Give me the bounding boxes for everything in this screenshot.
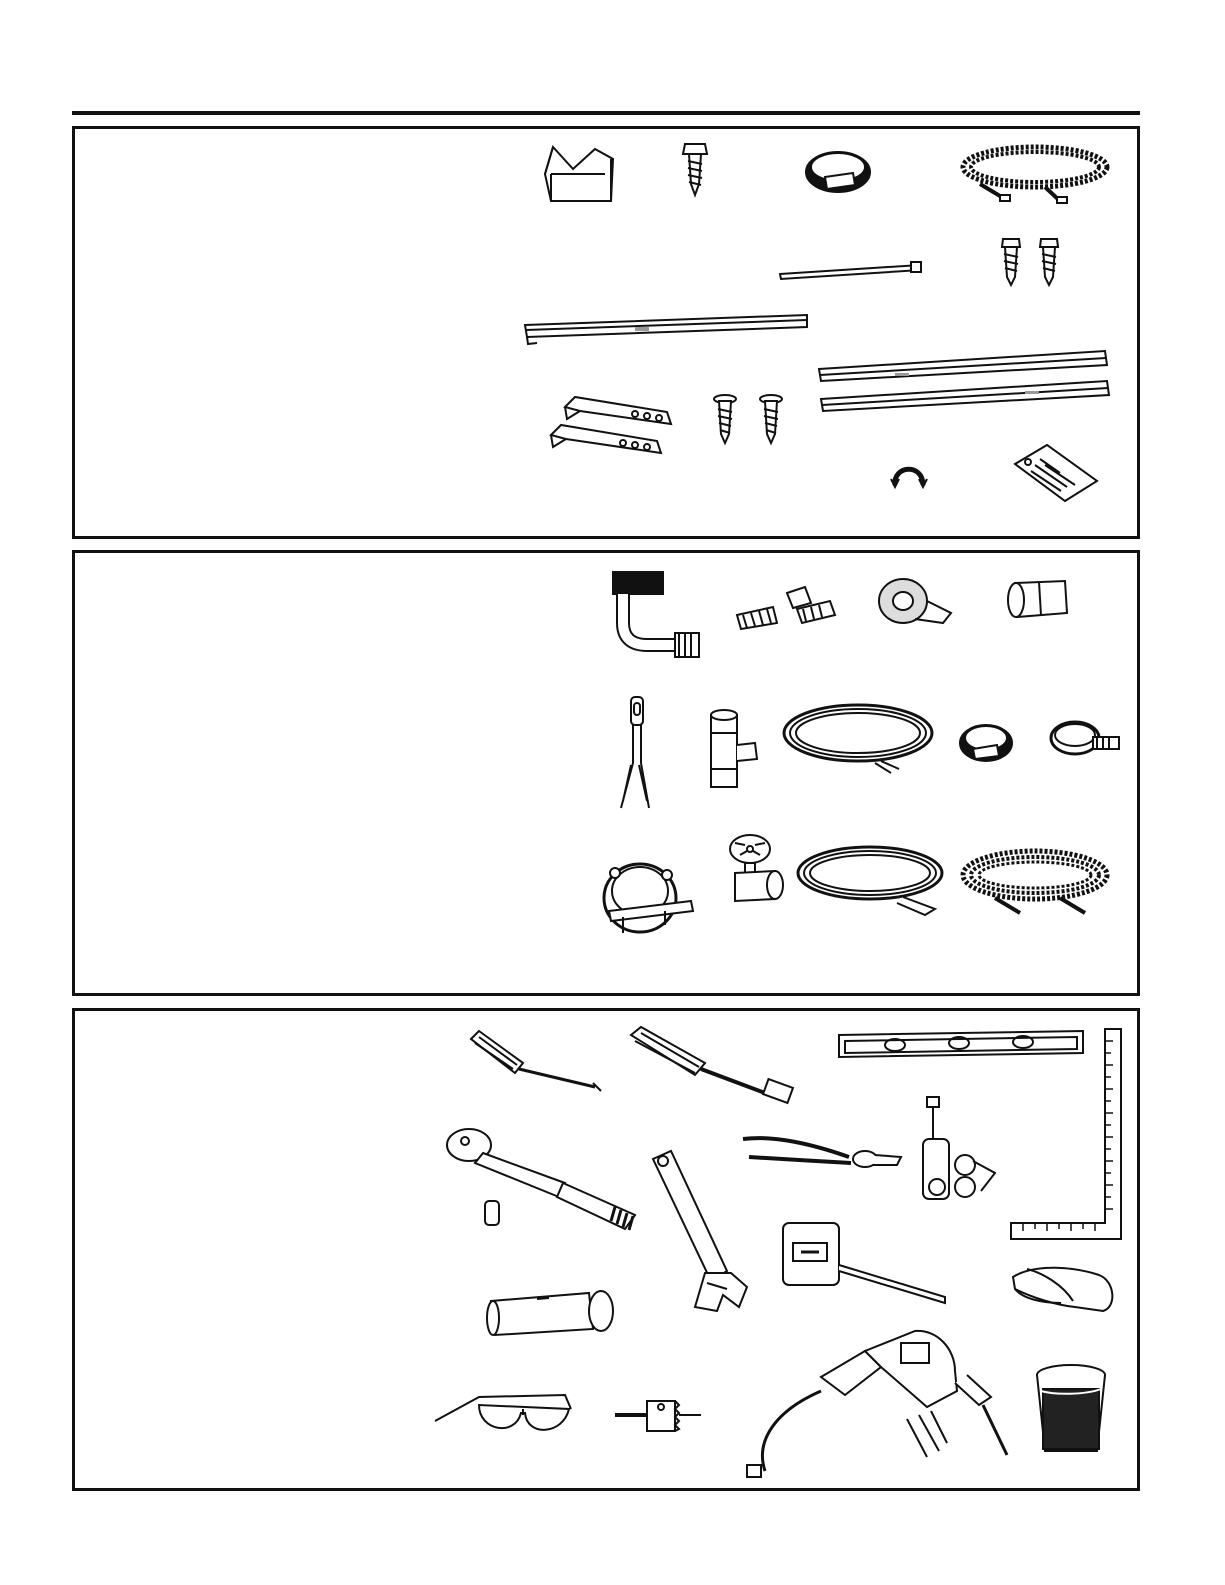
screw-pair-icon xyxy=(1002,239,1058,285)
nut-driver-icon xyxy=(631,1027,793,1103)
elbow-fitting-icon xyxy=(613,572,699,657)
flashlight-icon xyxy=(487,1291,613,1335)
hose-clamp-icon xyxy=(806,152,870,192)
tape-roll-icon xyxy=(879,579,951,623)
adjustable-wrench-icon xyxy=(653,1151,747,1311)
bracket-clip-icon xyxy=(545,147,613,201)
instruction-sheet-icon xyxy=(1015,445,1097,501)
top-rule xyxy=(72,111,1140,115)
tee-fitting-icon xyxy=(711,710,757,787)
carpenter-square-icon xyxy=(1011,1029,1121,1239)
safety-glasses-icon xyxy=(435,1395,571,1430)
pliers-icon xyxy=(743,1138,901,1167)
wire-nuts-icon xyxy=(737,587,835,629)
junction-box-icon xyxy=(604,864,693,933)
ratchet-wrench-icon xyxy=(447,1129,635,1230)
panel-included-parts xyxy=(72,126,1140,539)
gloves-icon xyxy=(1013,1268,1112,1311)
mounting-brackets-icon xyxy=(551,397,671,453)
hole-saw-icon xyxy=(615,1401,701,1431)
hose-clamps-icon xyxy=(960,722,1119,761)
tubing-cutter-icon xyxy=(923,1097,995,1199)
panel-tools-needed xyxy=(72,1008,1140,1491)
phillips-screwdriver-icon xyxy=(471,1031,601,1091)
panel-purchase-parts xyxy=(72,550,1140,996)
braided-drain-hose-icon xyxy=(963,147,1107,203)
tape-measure-icon xyxy=(783,1223,945,1303)
side-rails-icon xyxy=(819,351,1109,411)
coupling-icon xyxy=(1008,581,1067,617)
copper-tubing-icon xyxy=(798,847,942,915)
power-drill-icon xyxy=(747,1331,1007,1477)
screw-icon xyxy=(683,144,707,195)
long-rail-icon xyxy=(525,315,807,344)
braided-supply-line-icon xyxy=(963,851,1107,913)
coiled-tubing-icon xyxy=(784,705,932,773)
bucket-icon xyxy=(1037,1365,1105,1451)
power-cord-icon xyxy=(621,697,649,808)
wire-clip-icon xyxy=(891,469,927,487)
cable-tie-icon xyxy=(780,262,921,279)
level-icon xyxy=(839,1031,1083,1057)
phillips-screw-pair-icon xyxy=(714,395,782,443)
shutoff-valve-icon xyxy=(730,835,783,901)
